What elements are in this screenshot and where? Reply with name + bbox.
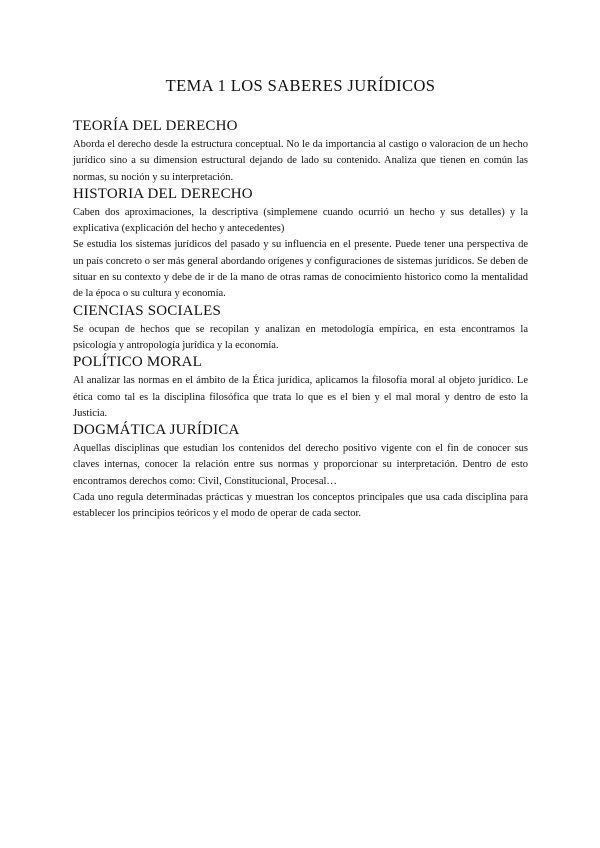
section-heading: CIENCIAS SOCIALES	[73, 302, 221, 319]
section-heading: HISTORIA DEL DERECHO	[73, 185, 253, 202]
section-teoria-del-derecho	[73, 118, 528, 186]
section-paragraph: Aborda el derecho desde la estructura conceptual. No le da importancia al castigo o valoracion de un hecho jurídico sino a su dimension estructural dejando de lado su contenido. Analiza que tienen en común las normas, su noción y su interpretación.	[73, 139, 528, 183]
section-paragraph: Se ocupan de hechos que se recopilan y analizan en metodología empírica, en esta encontramos la psicología y antropología jurídica y la economía.	[73, 323, 528, 351]
section-paragraph: Cada uno regula determinadas prácticas y muestran los conceptos principales que usa cada disciplina para establecer los principios teóricos y el modo de operar de cada sector.	[73, 492, 528, 520]
document-page	[73, 76, 528, 523]
section-ciencias-sociales	[73, 303, 528, 355]
section-heading: POLÍTICO MORAL	[73, 354, 203, 371]
document-title: TEMA 1 LOS SABERES JURÍDICOS	[165, 76, 436, 95]
section-historia-del-derecho	[73, 186, 528, 303]
section-politico-moral	[73, 354, 528, 422]
section-heading: TEORÍA DEL DERECHO	[73, 118, 238, 134]
section-paragraph: Caben dos aproximaciones, la descriptiva (simplemene cuando ocurrió un hecho y sus detalles) y la explicativa (explicación del hecho y antecedentes)	[73, 206, 528, 235]
section-paragraph: Aquellas disciplinas que estudian los contenidos del derecho positivo vigente con el fin de conocer sus claves internas, conocer la relación entre sus normas y proporcionar su interpretación. Dentro de esto encontramos derechos como: Civil, Constitucional, Procesal…	[73, 443, 528, 487]
section-dogmatica-juridica	[73, 422, 528, 522]
section-heading: DOGMÁTICA JURÍDICA	[73, 422, 240, 439]
section-paragraph: Se estudia los sistemas jurídicos del pasado y su influencia en el presente. Puede tener una perspectiva de un país concreto o ser más general abordando orígenes y configuraciones de sistemas jurídicos. Se deben de situar en su contexto y debe de ir de la mano de otras ramas de conocimiento historico como la mentalidad de la época o su cultura y economía.	[73, 239, 528, 300]
section-paragraph: Al analizar las normas en el ámbito de la Ética jurídica, aplicamos la filosofía moral al objeto jurídico. Le ética como tal es la disciplina filosófica que trata lo que es el bien y el mal moral y dentro de esto la Justicia.	[73, 375, 528, 419]
